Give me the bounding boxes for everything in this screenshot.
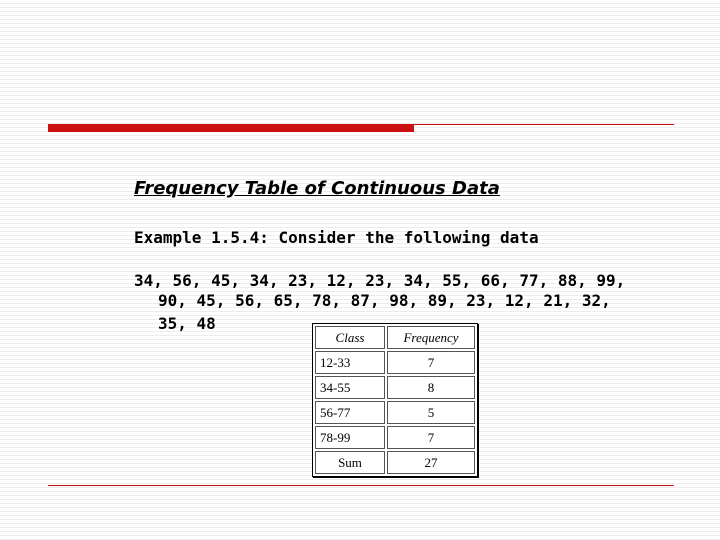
frequency-cell: 8 (387, 376, 475, 399)
frequency-cell: 7 (387, 426, 475, 449)
data-line-1: 34, 56, 45, 34, 23, 12, 23, 34, 55, 66, 77, 88, 99, (134, 271, 626, 290)
example-heading: Example 1.5.4: Consider the following data (134, 228, 539, 247)
table-row (315, 401, 475, 424)
class-cell: 12-33 (315, 351, 385, 374)
frequency-table (312, 323, 478, 477)
table-header-row (315, 326, 475, 349)
red-rule-thin-top (414, 124, 674, 125)
sum-label-cell: Sum (315, 451, 385, 474)
red-rule-bottom (48, 485, 674, 486)
frequency-cell: 7 (387, 351, 475, 374)
red-rule-thick (48, 124, 414, 132)
class-cell: 56-77 (315, 401, 385, 424)
class-cell: 34-55 (315, 376, 385, 399)
sum-row (315, 451, 475, 474)
data-line-3: 35, 48 (158, 314, 216, 333)
data-line-2: 90, 45, 56, 65, 78, 87, 98, 89, 23, 12, 21, 32, (158, 291, 611, 310)
table-row (315, 376, 475, 399)
table-row (315, 351, 475, 374)
class-cell: 78-99 (315, 426, 385, 449)
frequency-cell: 5 (387, 401, 475, 424)
table-row (315, 426, 475, 449)
sum-value-cell: 27 (387, 451, 475, 474)
column-header-frequency: Frequency (387, 326, 475, 349)
column-header-class: Class (315, 326, 385, 349)
slide-title: Frequency Table of Continuous Data (134, 178, 500, 199)
